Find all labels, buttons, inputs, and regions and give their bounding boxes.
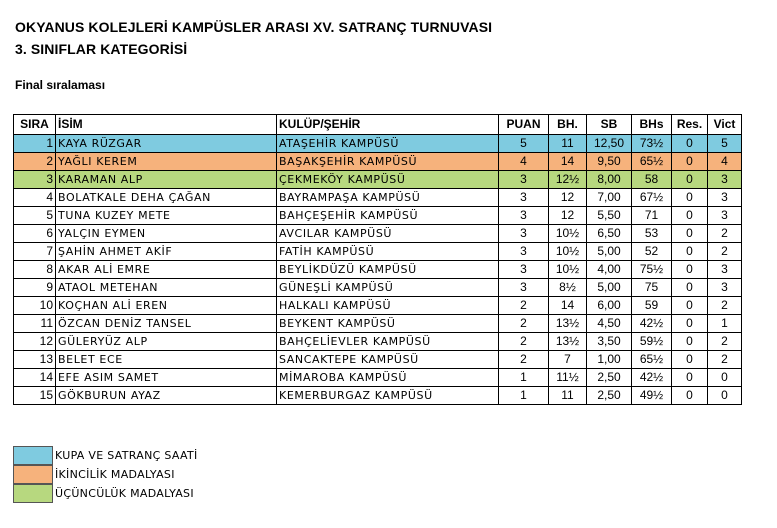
cell-club: BEYKENT KAMPÜSÜ [277, 315, 499, 333]
cell-points: 3 [499, 171, 549, 189]
cell-sb: 2,50 [587, 387, 632, 405]
cell-vict: 1 [708, 315, 742, 333]
cell-name: GÜLERYÜZ ALP [56, 333, 277, 351]
cell-bhs: 75½ [632, 261, 672, 279]
cell-rank: 12 [14, 333, 56, 351]
cell-points: 4 [499, 153, 549, 171]
cell-sb: 5,50 [587, 207, 632, 225]
cell-res: 0 [672, 369, 708, 387]
table-row [14, 351, 742, 369]
cell-sb: 4,50 [587, 315, 632, 333]
cell-bhs: 59½ [632, 333, 672, 351]
cell-res: 0 [672, 189, 708, 207]
cell-res: 0 [672, 135, 708, 153]
cell-club: BAŞAKŞEHİR KAMPÜSÜ [277, 153, 499, 171]
cell-bhs: 52 [632, 243, 672, 261]
col-header-points: PUAN [499, 115, 549, 135]
cell-bhs: 71 [632, 207, 672, 225]
cell-vict: 3 [708, 207, 742, 225]
cell-name: KAYA RÜZGAR [56, 135, 277, 153]
cell-points: 2 [499, 333, 549, 351]
col-header-res: Res. [672, 115, 708, 135]
cell-points: 2 [499, 297, 549, 315]
cell-res: 0 [672, 171, 708, 189]
cell-club: KEMERBURGAZ KAMPÜSÜ [277, 387, 499, 405]
cell-bhs: 59 [632, 297, 672, 315]
cell-sb: 12,50 [587, 135, 632, 153]
cell-res: 0 [672, 279, 708, 297]
cell-sb: 6,00 [587, 297, 632, 315]
table-row [14, 369, 742, 387]
cell-vict: 3 [708, 261, 742, 279]
cell-vict: 5 [708, 135, 742, 153]
legend-swatch-second [13, 465, 53, 484]
cell-rank: 11 [14, 315, 56, 333]
table-row [14, 279, 742, 297]
cell-res: 0 [672, 387, 708, 405]
table-row [14, 171, 742, 189]
cell-vict: 2 [708, 225, 742, 243]
cell-name: KARAMAN ALP [56, 171, 277, 189]
cell-club: BEYLİKDÜZÜ KAMPÜSÜ [277, 261, 499, 279]
cell-bhs: 58 [632, 171, 672, 189]
cell-rank: 1 [14, 135, 56, 153]
cell-club: ÇEKMEKÖY KAMPÜSÜ [277, 171, 499, 189]
table-header-row [14, 115, 742, 135]
cell-res: 0 [672, 315, 708, 333]
cell-bh: 11 [549, 387, 587, 405]
cell-bhs: 42½ [632, 369, 672, 387]
cell-sb: 8,00 [587, 171, 632, 189]
cell-bhs: 65½ [632, 153, 672, 171]
legend-swatch-cup [13, 446, 53, 465]
cell-bh: 14 [549, 297, 587, 315]
cell-bh: 8½ [549, 279, 587, 297]
legend-label: ÜÇÜNCÜLÜK MADALYASI [55, 487, 194, 500]
cell-bh: 10½ [549, 243, 587, 261]
cell-bh: 10½ [549, 225, 587, 243]
legend-label: KUPA VE SATRANÇ SAATİ [55, 449, 198, 462]
cell-points: 3 [499, 225, 549, 243]
cell-bhs: 49½ [632, 387, 672, 405]
cell-sb: 9,50 [587, 153, 632, 171]
cell-sb: 6,50 [587, 225, 632, 243]
cell-name: ÖZCAN DENİZ TANSEL [56, 315, 277, 333]
cell-rank: 3 [14, 171, 56, 189]
cell-club: HALKALI KAMPÜSÜ [277, 297, 499, 315]
cell-club: SANCAKTEPE KAMPÜSÜ [277, 351, 499, 369]
cell-vict: 0 [708, 387, 742, 405]
cell-bhs: 75 [632, 279, 672, 297]
cell-bhs: 67½ [632, 189, 672, 207]
cell-vict: 3 [708, 279, 742, 297]
legend-label: İKİNCİLİK MADALYASI [55, 468, 175, 481]
cell-rank: 15 [14, 387, 56, 405]
cell-res: 0 [672, 225, 708, 243]
col-header-rank: SIRA [14, 115, 56, 135]
standings-subtitle: Final sıralaması [15, 78, 106, 92]
cell-club: BAHÇEŞEHİR KAMPÜSÜ [277, 207, 499, 225]
cell-bh: 11½ [549, 369, 587, 387]
cell-club: BAHÇELİEVLER KAMPÜSÜ [277, 333, 499, 351]
table-row [14, 261, 742, 279]
cell-rank: 2 [14, 153, 56, 171]
cell-res: 0 [672, 207, 708, 225]
col-header-bhs: BHs [632, 115, 672, 135]
table-row [14, 225, 742, 243]
cell-points: 5 [499, 135, 549, 153]
cell-bh: 12 [549, 207, 587, 225]
cell-club: GÜNEŞLİ KAMPÜSÜ [277, 279, 499, 297]
cell-vict: 3 [708, 171, 742, 189]
cell-res: 0 [672, 351, 708, 369]
cell-bhs: 42½ [632, 315, 672, 333]
cell-name: YAĞLI KEREM [56, 153, 277, 171]
cell-bh: 14 [549, 153, 587, 171]
col-header-club: KULÜP/ŞEHİR [277, 115, 499, 135]
cell-club: AVCILAR KAMPÜSÜ [277, 225, 499, 243]
table-row [14, 315, 742, 333]
cell-name: EFE ASIM SAMET [56, 369, 277, 387]
cell-vict: 0 [708, 369, 742, 387]
cell-bhs: 73½ [632, 135, 672, 153]
cell-bhs: 53 [632, 225, 672, 243]
cell-sb: 1,00 [587, 351, 632, 369]
cell-points: 3 [499, 207, 549, 225]
cell-rank: 13 [14, 351, 56, 369]
legend-swatch-third [13, 484, 53, 503]
cell-bh: 7 [549, 351, 587, 369]
cell-name: BOLATKALE DEHA ÇAĞAN [56, 189, 277, 207]
cell-rank: 8 [14, 261, 56, 279]
cell-rank: 14 [14, 369, 56, 387]
cell-res: 0 [672, 243, 708, 261]
cell-name: ATAOL METEHAN [56, 279, 277, 297]
col-header-vict: Vict [708, 115, 742, 135]
cell-rank: 5 [14, 207, 56, 225]
cell-vict: 2 [708, 243, 742, 261]
cell-points: 3 [499, 261, 549, 279]
cell-vict: 2 [708, 351, 742, 369]
cell-res: 0 [672, 261, 708, 279]
cell-sb: 2,50 [587, 369, 632, 387]
cell-vict: 2 [708, 333, 742, 351]
tournament-title: OKYANUS KOLEJLERİ KAMPÜSLER ARASI XV. SATRANÇ TURNUVASI [15, 19, 493, 35]
cell-vict: 3 [708, 189, 742, 207]
cell-club: MİMAROBA KAMPÜSÜ [277, 369, 499, 387]
cell-points: 2 [499, 315, 549, 333]
cell-points: 1 [499, 387, 549, 405]
cell-vict: 2 [708, 297, 742, 315]
cell-points: 1 [499, 369, 549, 387]
cell-club: BAYRAMPAŞA KAMPÜSÜ [277, 189, 499, 207]
cell-bh: 10½ [549, 261, 587, 279]
table-row [14, 135, 742, 153]
cell-bh: 12 [549, 189, 587, 207]
cell-points: 3 [499, 189, 549, 207]
cell-bhs: 65½ [632, 351, 672, 369]
cell-res: 0 [672, 333, 708, 351]
table-row [14, 333, 742, 351]
cell-rank: 10 [14, 297, 56, 315]
cell-points: 2 [499, 351, 549, 369]
cell-name: TUNA KUZEY METE [56, 207, 277, 225]
cell-sb: 5,00 [587, 279, 632, 297]
cell-bh: 11 [549, 135, 587, 153]
cell-sb: 4,00 [587, 261, 632, 279]
cell-name: AKAR ALİ EMRE [56, 261, 277, 279]
table-row [14, 189, 742, 207]
table-row [14, 297, 742, 315]
cell-name: BELET ECE [56, 351, 277, 369]
cell-bh: 12½ [549, 171, 587, 189]
cell-points: 3 [499, 279, 549, 297]
cell-vict: 4 [708, 153, 742, 171]
cell-rank: 6 [14, 225, 56, 243]
cell-sb: 5,00 [587, 243, 632, 261]
cell-name: KOÇHAN ALİ EREN [56, 297, 277, 315]
cell-name: YALÇIN EYMEN [56, 225, 277, 243]
col-header-name: İSİM [56, 115, 277, 135]
cell-res: 0 [672, 297, 708, 315]
cell-rank: 9 [14, 279, 56, 297]
cell-sb: 7,00 [587, 189, 632, 207]
table-row [14, 207, 742, 225]
col-header-bh: BH. [549, 115, 587, 135]
cell-points: 3 [499, 243, 549, 261]
cell-bh: 13½ [549, 315, 587, 333]
cell-club: FATİH KAMPÜSÜ [277, 243, 499, 261]
table-row [14, 387, 742, 405]
col-header-sb: SB [587, 115, 632, 135]
cell-res: 0 [672, 153, 708, 171]
cell-name: ŞAHİN AHMET AKİF [56, 243, 277, 261]
cell-club: ATAŞEHİR KAMPÜSÜ [277, 135, 499, 153]
cell-bh: 13½ [549, 333, 587, 351]
table-row [14, 243, 742, 261]
table-row [14, 153, 742, 171]
standings-table [13, 114, 742, 405]
cell-rank: 4 [14, 189, 56, 207]
cell-sb: 3,50 [587, 333, 632, 351]
category-title: 3. SINIFLAR KATEGORİSİ [15, 41, 188, 57]
cell-name: GÖKBURUN AYAZ [56, 387, 277, 405]
cell-rank: 7 [14, 243, 56, 261]
